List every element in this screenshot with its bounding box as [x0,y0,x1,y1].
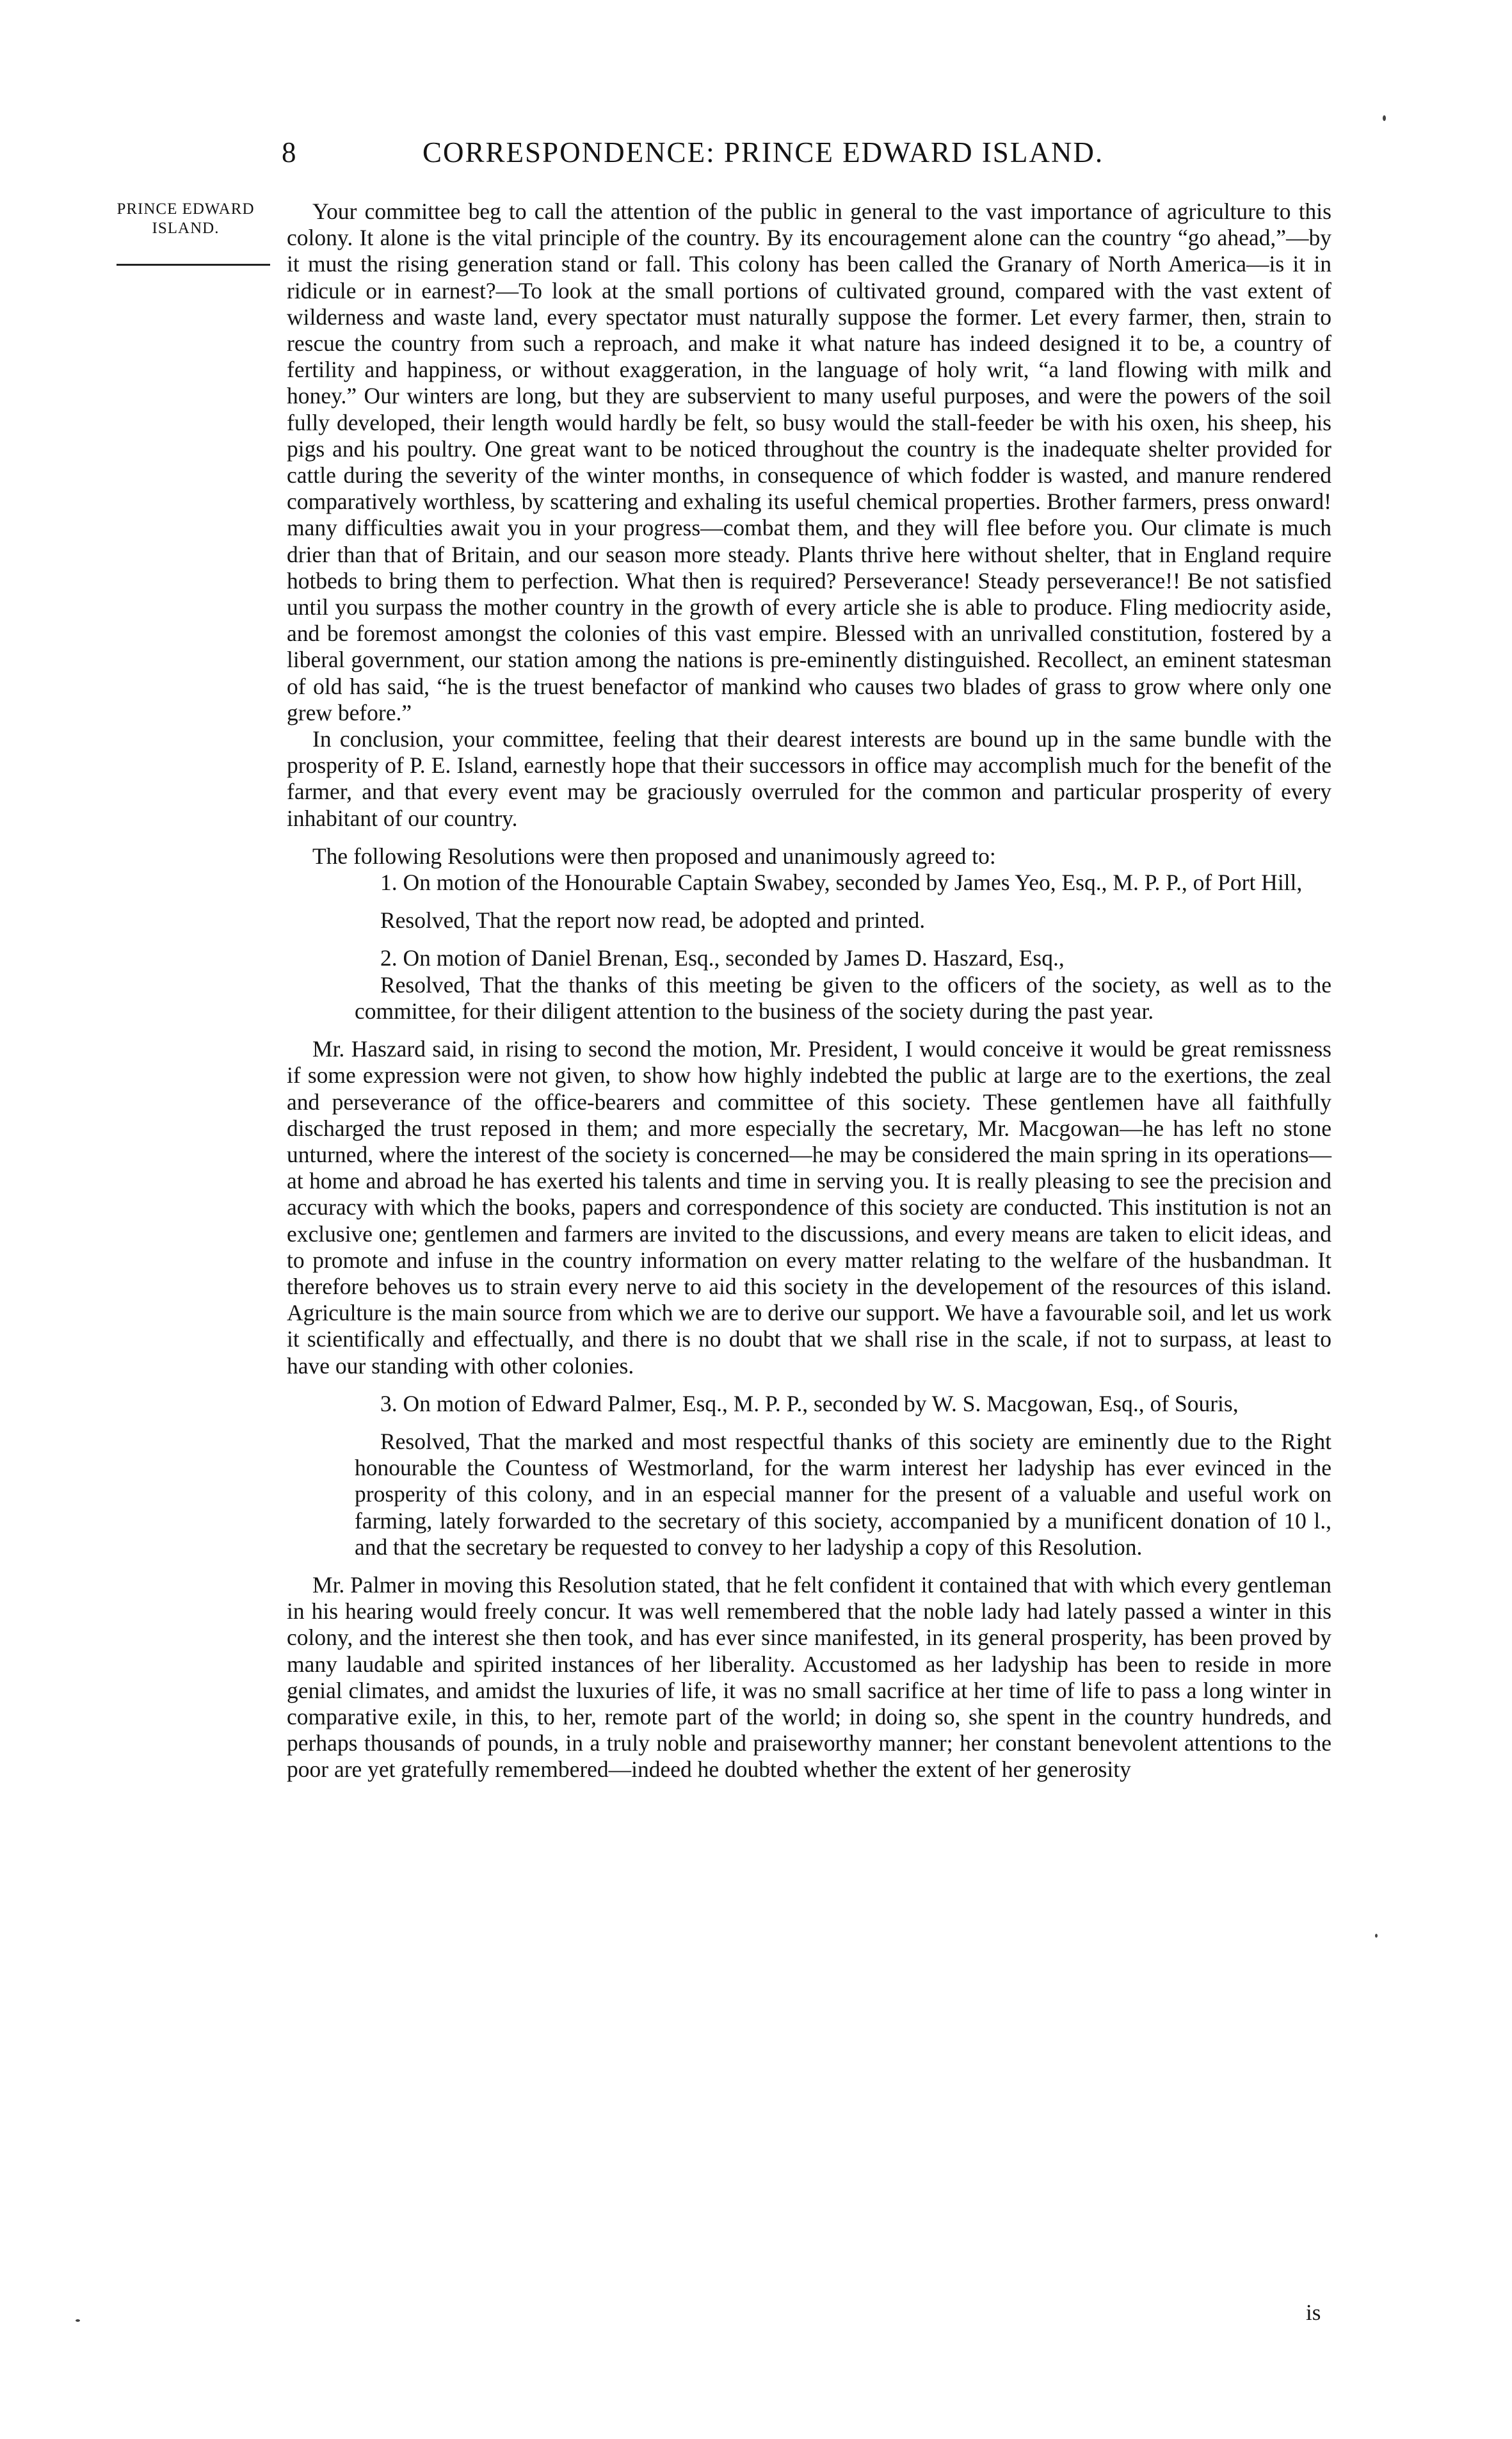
spacer [287,1025,1331,1036]
margin-rule [117,264,270,266]
catchword: is [1306,2300,1321,2325]
page-header [282,136,1319,174]
margin-note-line2: ISLAND. [152,220,220,237]
print-speck [1375,1934,1378,1938]
body-text [287,199,1331,1783]
page-number: 8 [282,136,298,168]
paragraph-conclusion: In conclusion, your committee, feeling that their dearest interests are bound up in the same bundle with the prosperity of P. E. Island, earnestly hope that their successors in office may accomplish much for the benefit of the farmer, and that every event may be graciously overruled for the common and particular prosperity of every inhabitant of our country. [287,726,1331,831]
paragraph-resolutions-intro: The following Resolutions were then proposed and unanimously agreed to: [312,843,996,869]
running-title: CORRESPONDENCE: PRINCE EDWARD ISLAND. [422,136,1104,168]
resolution-1-motion: 1. On motion of the Honourable Captain Swabey, seconded by James Yeo, Esq., M. P. P., of Port Hill, [380,870,1303,896]
spacer [287,832,1331,843]
paragraph-palmer-speech: Mr. Palmer in moving this Resolution stated, that he felt confident it contained that with which every gentleman in his hearing would freely concur. It was well remembered that the noble lady had lately passed a winter in this colony, and the interest she then took, and has ever since manifested, in its general prosperity, has been proved by many laudable and spirited instances of her liberality. Accustomed as her ladyship has been to reside in more genial climates, and amidst the luxuries of life, it was no small sacrifice at her time of life to pass a long winter in comparative exile, in this, to her, remote part of the world; in doing so, she spent in the country hundreds, and perhaps thousands of pounds, in a truly noble and praiseworthy manner; her constant benevolent attentions to the poor are yet gratefully remembered—indeed he doubted whether the extent of her generosity [287,1571,1331,1783]
paragraph-haszard-speech: Mr. Haszard said, in rising to second the motion, Mr. President, I would conceive it would be great remissness if some expression were not given, to show how highly indebted the public at large are to the exertions, the zeal and perseverance of the office-bearers and committee of this society. These gentlemen have all faithfully discharged the trust reposed in them; and more especially the secretary, Mr. Macgowan—he has left no stone unturned, where the interest of the society is concerned—he may be considered the main spring in its operations—at home and abroad he has exerted his talents and time in serving you. It is really pleasing to see the precision and accuracy with which the books, papers and correspondence of this society are conducted. This institution is not an exclusive one; gentlemen and farmers are invited to the discussions, and every means are taken to elicit ideas, and to promote and infuse in the country information on every matter relating to the welfare of the husbandman. It therefore behoves us to strain every nerve to aid this society in the developement of the resources of this island. Agriculture is the main source from which we are to derive our support. We have a favourable soil, and let us work it scientifically and effectually, and there is no doubt that we shall rise in the scale, if not to surpass, at least to have our standing with other colonies. [287,1036,1331,1379]
resolution-1-resolved: Resolved, That the report now read, be adopted and printed. [380,907,926,934]
spacer [287,934,1331,945]
margin-note [90,200,282,238]
paragraph-committee-report: Your committee beg to call the attention of the public in general to the vast importance of agriculture to this colony. It alone is the vital principle of the country. By its encouragement alone can the country “go ahead,”—by it must the rising generation stand or fall. This colony has been called the Granary of North America—is it in ridicule or in earnest?—To look at the small portions of cultivated ground, compared with the vast extent of wilderness and waste land, every spectator must naturally suppose the former. Let every farmer, then, strain to rescue the country from such a reproach, and make it what nature has indeed designed it to be, a country of fertility and happiness, or without exaggeration, in the language of holy writ, “a land flowing with milk and honey.” Our winters are long, but they are subservient to many useful purposes, and were the powers of the soil fully developed, their length would hardly be felt, so busy would the stall-feeder be with his oxen, his sheep, his pigs and his poultry. One great want to be noticed throughout the country is the inadequate shelter provided for cattle during the severity of the winter months, in consequence of which fodder is wasted, and manure rendered comparatively worthless, by scattering and exhaling its useful chemical properties. Brother farmers, press onward! many difficulties await you in your progress—combat them, and they will flee before you. Our climate is much drier than that of Britain, and our season more steady. Plants thrive here without shelter, that in England require hotbeds to bring them to perfection. What then is required? Perseverance! Steady perseverance!! Be not satisfied until you surpass the mother country in the growth of every article she is able to produce. Fling mediocrity aside, and be foremost amongst the colonies of this vast empire. Blessed with an unrivalled constitution, fostered by a liberal government, our station among the nations is pre-eminently distinguished. Recollect, an eminent statesman of old has said, “he is the truest benefactor of mankind who causes two blades of grass to grow where only one grew before.” [287,199,1331,725]
print-speck [76,2319,80,2322]
spacer [287,1560,1331,1572]
spacer [287,1379,1331,1391]
resolution-2-resolved: Resolved, That the thanks of this meeting be given to the officers of the society, as well as to the committee, for their diligent attention to the business of the society during the past year. [355,971,1331,1024]
spacer [287,1417,1331,1429]
resolution-2-motion: 2. On motion of Daniel Brenan, Esq., seconded by James D. Haszard, Esq., [380,945,1065,971]
spacer [287,896,1331,907]
print-speck [1383,115,1386,121]
resolution-3-motion: 3. On motion of Edward Palmer, Esq., M. P. P., seconded by W. S. Macgowan, Esq., of Souris, [380,1390,1239,1416]
resolution-3-resolved: Resolved, That the marked and most respectful thanks of this society are eminently due to the Right honourable the Countess of Westmorland, for the warm interest her ladyship has ever evinced in the prosperity of this colony, and in an especial manner for the present of a valuable and useful work on farming, lately forwarded to the secretary of this society, accompanied by a munificent donation of 10 l., and that the secretary be requested to convey to her ladyship a copy of this Resolution. [355,1428,1331,1560]
margin-note-line1: PRINCE EDWARD [117,200,255,218]
